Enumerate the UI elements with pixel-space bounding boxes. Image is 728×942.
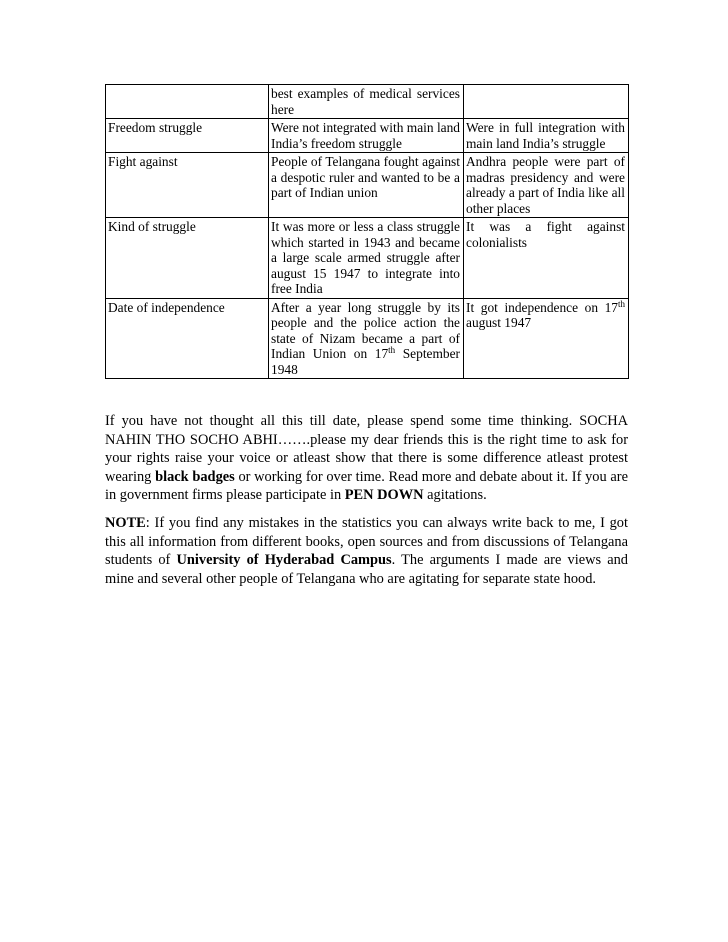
- bold-text: PEN DOWN: [344, 487, 424, 504]
- table-cell-andhra: Were in full integration with main land India’s struggle: [464, 119, 629, 153]
- table-row: [106, 298, 629, 379]
- cell-text: September 1948: [271, 346, 460, 377]
- table-cell-label: Kind of struggle: [106, 218, 269, 299]
- body-paragraph: [105, 412, 628, 505]
- table-cell-telangana: It was more or less a class struggle which started in 1943 and became a large scale armed struggle after august 15 1947 to integrate into free India: [269, 218, 464, 299]
- paragraph-text: : If you find any mistakes in the statistics you can always write back to me, I got this all information from different books, open sources and from discussions of Telangana students of: [105, 515, 628, 569]
- table-cell-andhra: It was a fight against colonialists: [464, 218, 629, 299]
- table-cell-label: Freedom struggle: [106, 119, 269, 153]
- cell-text: After a year long struggle by its people and the police action the state of Nizam became a part of Indian Union on 17: [271, 299, 460, 361]
- bold-text: University of Hyderabad Campus: [176, 552, 392, 569]
- table-cell-label: Date of independence: [106, 298, 269, 379]
- paragraph-text: or working for over time. Read more and debate about it. If you are in government firms please participate in: [105, 468, 628, 504]
- ordinal-suffix: th: [388, 345, 396, 355]
- table-cell-telangana: Were not integrated with main land India’s freedom struggle: [269, 119, 464, 153]
- table-row: [106, 119, 629, 153]
- table-cell-telangana: [269, 298, 464, 379]
- table-cell-andhra: [464, 85, 629, 119]
- bold-text: black badges: [155, 468, 235, 485]
- comparison-table: [105, 84, 629, 379]
- paragraph-text: . The arguments I made are views and mine and several other people of Telangana who are agitating for separate state hood.: [105, 552, 629, 587]
- table-cell-label: Fight against: [106, 153, 269, 218]
- table-cell-label: [106, 85, 269, 119]
- note-label: NOTE: [105, 515, 146, 531]
- table-row: [106, 85, 629, 119]
- note-paragraph: [105, 514, 628, 588]
- table-cell-telangana: best examples of medical services here: [269, 85, 464, 119]
- table-row: [106, 153, 629, 218]
- paragraph-text: If you have not thought all this till date, please spend some time thinking. SOCHA NAHIN THO SOCHO ABHI…….please my dear friends this is the right time to ask for your rights raise your voice or atleast show that there is some difference atleast protest wearing: [105, 413, 628, 485]
- table-cell-telangana: People of Telangana fought against a despotic ruler and wanted to be a part of Indian union: [269, 153, 464, 218]
- cell-text: august 1947: [466, 315, 532, 330]
- ordinal-suffix: th: [617, 298, 625, 309]
- table-row: [106, 218, 629, 299]
- table-cell-andhra: [464, 298, 629, 379]
- cell-text: It got independence on 17: [466, 299, 618, 315]
- paragraph-text: agitations.: [423, 487, 487, 504]
- table-cell-andhra: Andhra people were part of madras presidency and were already a part of India like all other places: [464, 153, 629, 218]
